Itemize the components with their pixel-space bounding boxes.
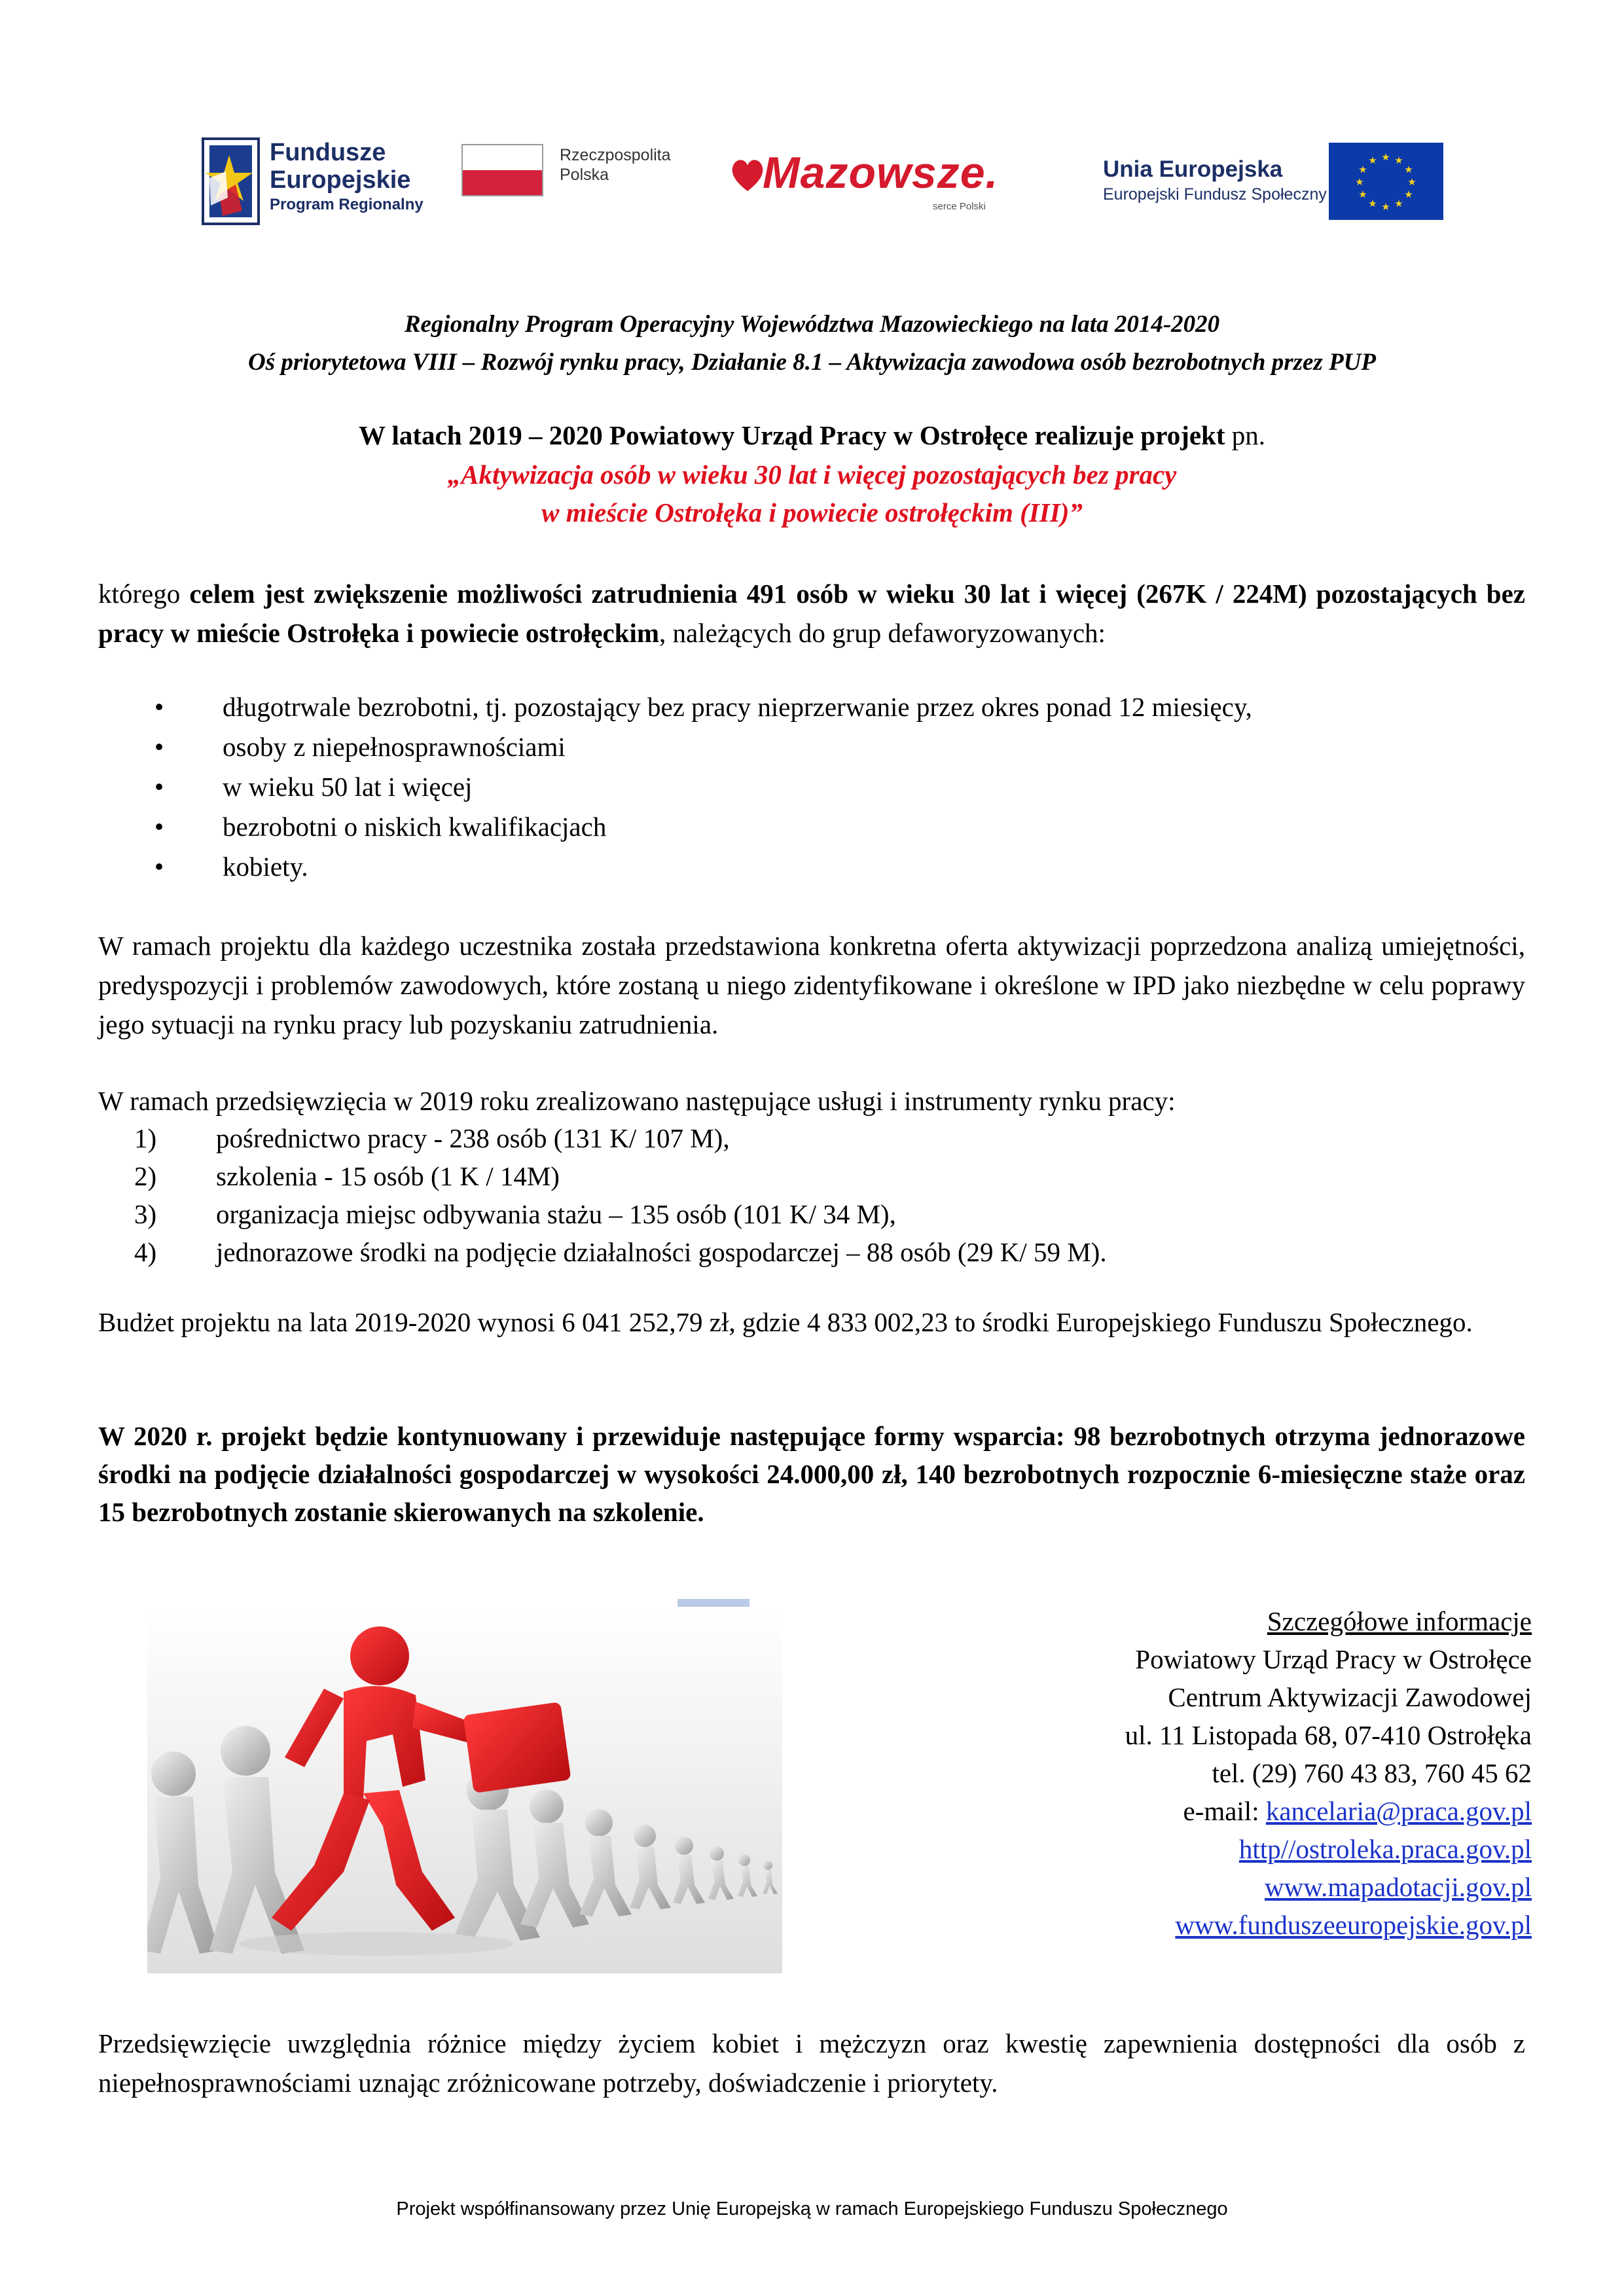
- project-intro: [0, 419, 1624, 452]
- target-groups-list: [147, 687, 1522, 887]
- rp-line1: Rzeczpospolita: [560, 146, 671, 164]
- goal-pre: którego: [98, 579, 190, 609]
- goal-paragraph: [98, 574, 1525, 653]
- list-item: 4) jednorazowe środki na podjęcie działalności gospodarczej – 88 osób (29 K/ 59 M).: [134, 1237, 1107, 1267]
- list-item: • osoby z niepełnosprawnościami: [147, 727, 1522, 767]
- running-man-with-briefcase-icon: [147, 1610, 782, 1973]
- list-item: 1) pośrednictwo pracy - 238 osób (131 K/ 107 M),: [134, 1123, 730, 1153]
- svg-text:★: ★: [1358, 164, 1367, 175]
- budget-paragraph: Budżet projektu na lata 2019-2020 wynosi 6 041 252,79 zł, gdzie 4 833 002,23 to środki Europejskiego Funduszu Społecznego.: [98, 1307, 1473, 1337]
- mazowsze-wordmark: Mazowsze.: [763, 148, 999, 198]
- services-list: [134, 1119, 1509, 1271]
- svg-text:★: ★: [1394, 198, 1403, 209]
- fundusze-europejskie-logo: [196, 132, 452, 230]
- funduszeeuropejskie-link[interactable]: www.funduszeeuropejskie.gov.pl: [1175, 1910, 1532, 1940]
- polish-flag-icon: [461, 144, 543, 196]
- running-figure-illustration: [147, 1610, 782, 1973]
- svg-text:★: ★: [1381, 201, 1390, 213]
- plan-2020-paragraph: W 2020 r. projekt będzie kontynuowany i przewiduje następujące formy wsparcia: 98 bezrobotnych otrzyma jednorazowe środki na podjęcie działalności gospodarczej w wysokości 24.000,00 zł, 140 bezrobotnych rozpocznie 6-miesięczne staże oraz 15 bezrobotnych zostanie skierowanych na szkolenie.: [98, 1421, 1525, 1527]
- bullet-icon: •: [154, 812, 164, 842]
- list-item: 2) szkolenia - 15 osób (1 K / 14M): [134, 1161, 560, 1191]
- offer-paragraph: W ramach projektu dla każdego uczestnika została przedstawiona konkretna oferta aktywizacji poprzedzona analizą umiejętności, predyspozycji i problemów zawodowych, które zostaną u niego zidentyfikowane i określone w IPD jako niezbędne w celu poprawy jego sytuacji na rynku pracy lub pozyskaniu zatrudnienia.: [98, 931, 1525, 1039]
- bullet-icon: •: [154, 852, 164, 882]
- mapadotacji-link[interactable]: www.mapadotacji.gov.pl: [1265, 1872, 1532, 1902]
- heart-icon: [730, 155, 766, 194]
- svg-text:★: ★: [1407, 176, 1416, 188]
- contact-address: ul. 11 Listopada 68, 07-410 Ostrołęka: [1125, 1720, 1532, 1750]
- mazowsze-logo: [730, 147, 1011, 219]
- fe-line3: Program Regionalny: [270, 196, 424, 213]
- bullet-icon: •: [154, 772, 164, 802]
- rp-line2: Polska: [560, 166, 609, 184]
- unia-europejska-logo: [1103, 143, 1440, 228]
- mazowsze-tagline: serce Polski: [933, 201, 986, 212]
- rzeczpospolita-logo: [461, 144, 691, 216]
- contact-phone: tel. (29) 760 43 83, 760 45 62: [1212, 1758, 1532, 1788]
- project-intro-pn: pn.: [1225, 420, 1265, 450]
- list-item: • bezrobotni o niskich kwalifikacjach: [147, 807, 1522, 847]
- email-link[interactable]: kancelaria@praca.gov.pl: [1265, 1796, 1532, 1826]
- svg-text:★: ★: [1368, 198, 1377, 209]
- pup-website-link[interactable]: http//ostroleka.praca.gov.pl: [1238, 1834, 1532, 1864]
- project-title-line2: w mieście Ostrołęka i powiecie ostrołęckim (III)”: [541, 497, 1083, 528]
- services-intro: W ramach przedsięwzięcia w 2019 roku zrealizowano następujące usługi i instrumenty rynku pracy:: [98, 1086, 1176, 1116]
- svg-text:★: ★: [1381, 151, 1390, 163]
- ue-line1: Unia Europejska: [1103, 156, 1283, 182]
- fe-line1: Fundusze: [270, 139, 386, 166]
- project-title-line1: „Aktywizacja osób w wieku 30 lat i więcej pozostających bez pracy: [447, 459, 1177, 490]
- svg-text:★: ★: [1358, 188, 1367, 200]
- contact-email-row: [877, 1792, 1532, 1830]
- image-caption-tag: [677, 1599, 749, 1607]
- contact-heading: Szczegółowe informacje: [1267, 1606, 1532, 1636]
- email-label: e-mail:: [1183, 1796, 1266, 1826]
- goal-post: , należących do grup defaworyzowanych:: [659, 618, 1106, 648]
- fe-line2: Europejskie: [270, 166, 411, 194]
- footer-cofinancing-note: Projekt współfinansowany przez Unię Europejską w ramach Europejskiego Funduszu Społecznego: [396, 2198, 1228, 2219]
- project-intro-text: W latach 2019 – 2020 Powiatowy Urząd Pracy w Ostrołęce realizuje projekt: [358, 420, 1225, 450]
- program-name: Regionalny Program Operacyjny Województwa Mazowieckiego na lata 2014-2020: [404, 311, 1220, 338]
- svg-text:★: ★: [1394, 154, 1403, 166]
- svg-text:★: ★: [1404, 188, 1413, 200]
- svg-text:★: ★: [1368, 154, 1377, 166]
- list-item: • w wieku 50 lat i więcej: [147, 767, 1522, 807]
- contact-org: Powiatowy Urząd Pracy w Ostrołęce: [1135, 1644, 1532, 1674]
- svg-text:★: ★: [1355, 176, 1364, 188]
- priority-axis: Oś priorytetowa VIII – Rozwój rynku pracy, Działanie 8.1 – Aktywizacja zawodowa osób bezrobotnych przez PUP: [247, 349, 1376, 376]
- svg-text:★: ★: [1404, 164, 1413, 175]
- bullet-icon: •: [154, 692, 164, 722]
- ue-line2: Europejski Fundusz Społeczny: [1103, 185, 1327, 204]
- contact-block: [877, 1602, 1532, 1944]
- list-item: 3) organizacja miejsc odbywania stażu – 135 osób (101 K/ 34 M),: [134, 1199, 896, 1229]
- eu-flag-icon: [1329, 143, 1443, 220]
- list-item: • kobiety.: [147, 847, 1522, 887]
- logo-strip: [196, 124, 1440, 236]
- bullet-icon: •: [154, 732, 164, 762]
- contact-dept: Centrum Aktywizacji Zawodowej: [1168, 1682, 1532, 1712]
- list-item: • długotrwale bezrobotni, tj. pozostający bez pracy nieprzerwanie przez okres ponad 12 miesięcy,: [147, 687, 1522, 727]
- closing-paragraph: Przedsięwzięcie uwzględnia różnice między życiem kobiet i mężczyzn oraz kwestię zapewnienia dostępności dla osób z niepełnosprawnościami uznając zróżnicowane potrzeby, doświadczenie i priorytety.: [98, 2028, 1525, 2098]
- goal-bold: celem jest zwiększenie możliwości zatrudnienia 491 osób w wieku 30 lat i więcej (267K / 224M) pozostających bez pracy w mieście Ostrołęka i powiecie ostrołęckim: [98, 579, 1525, 648]
- fe-star-icon: [196, 132, 262, 230]
